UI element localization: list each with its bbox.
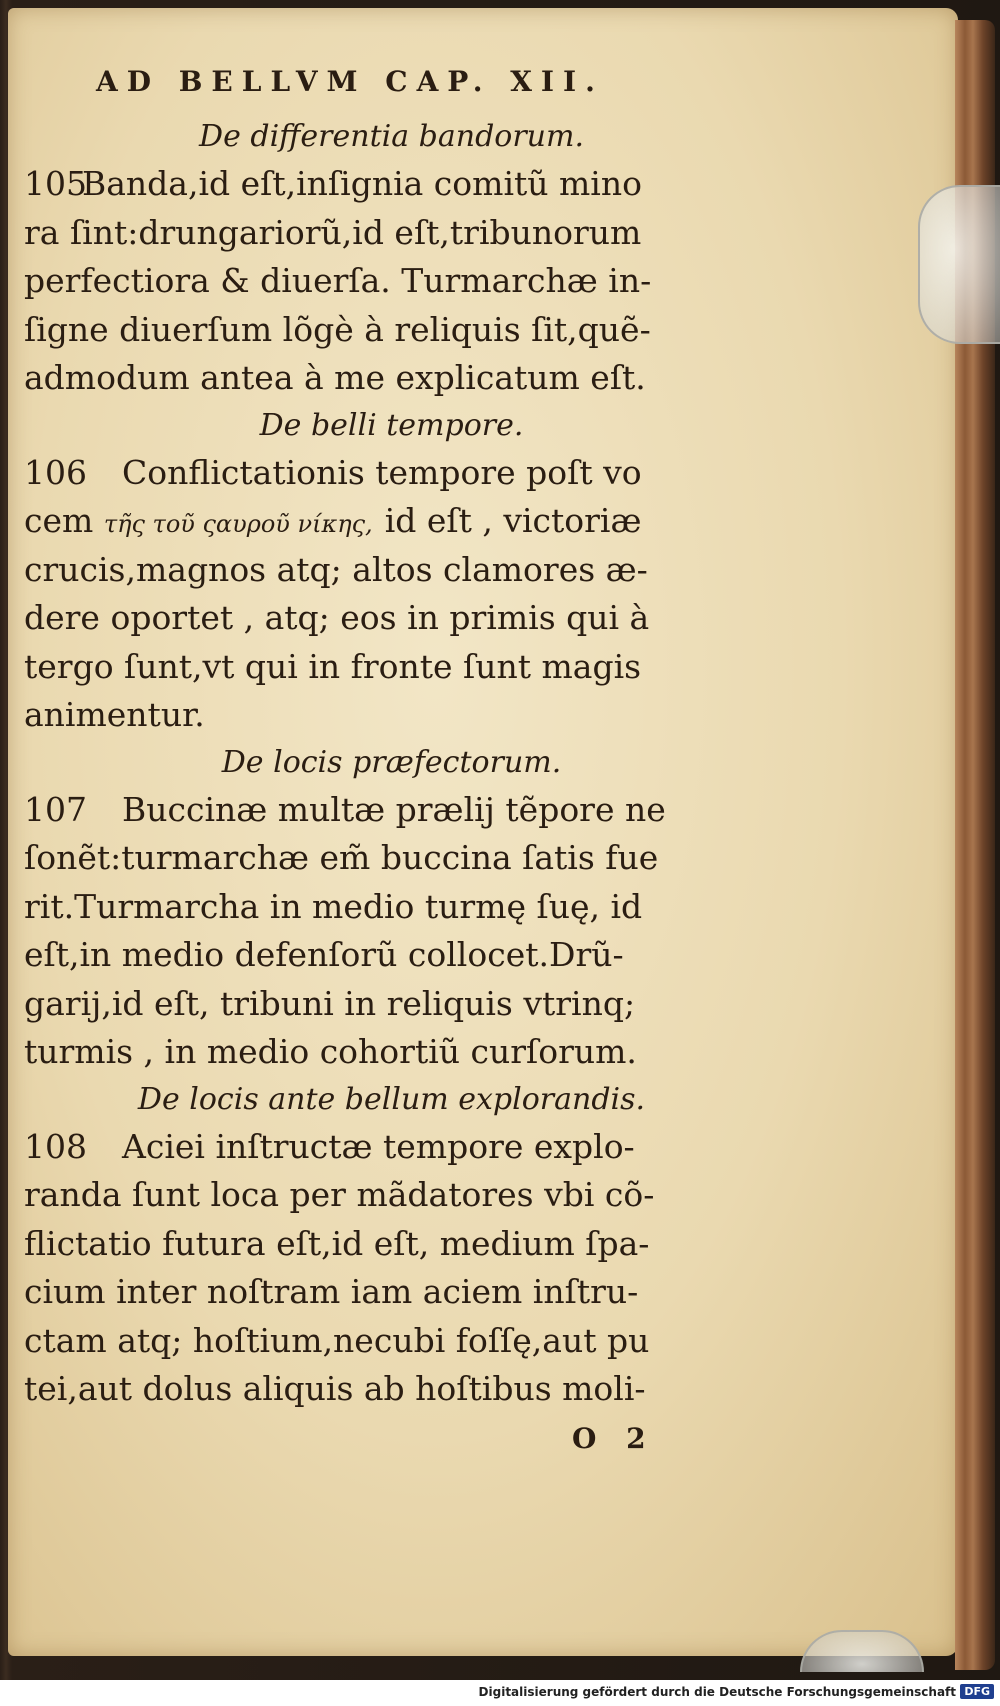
line-text: ctam atq; hoſtium,necubi foſſę,aut pu (24, 1320, 650, 1360)
text-line (24, 1365, 759, 1414)
text-line (24, 1028, 759, 1077)
line-text: tei,aut dolus aliquis ab hoſtibus moli- (24, 1369, 646, 1408)
section-heading: De locis ante bellum explorandis. (137, 1081, 646, 1117)
paragraph-number: 107 (24, 789, 87, 829)
text-line (24, 1317, 759, 1366)
digitization-footer (0, 1680, 1000, 1706)
page-clip-bottom (800, 1630, 924, 1672)
line-text: dere oportet , atq; eos in primis qui à (24, 598, 650, 637)
line-text: randa ſunt loca per mãdatores vbi cõ- (24, 1175, 655, 1214)
line-text: flictatio futura eſt,id eſt, medium ſpa- (24, 1223, 650, 1263)
text-line (24, 980, 759, 1029)
line-text: eſt,in medio defenſorũ collocet.Drũ- (24, 935, 624, 974)
page-clip (918, 185, 1000, 344)
text-line (24, 691, 759, 740)
line-text: perfectiora & diuerſa. Turmarchæ in- (24, 261, 652, 300)
greek-phrase: τῆς τοῦ ςαυροῦ νίκης, (103, 510, 373, 538)
section-heading: De differentia bandorum. (199, 119, 584, 154)
line-text: turmis , in medio cohortiũ curſorum. (24, 1032, 637, 1071)
text-line (24, 449, 759, 498)
line-text: garij,id eſt, tribuni in reliquis vtrinq; (24, 983, 636, 1023)
dfg-logo: DFG (960, 1684, 994, 1699)
text-line (24, 883, 759, 932)
line-text: crucis,magnos atq; altos clamores æ- (24, 549, 648, 589)
line-text: admodum antea à me explicatum eſt. (24, 358, 646, 397)
paragraph-number: 108 (24, 1126, 87, 1166)
text-line (24, 1171, 759, 1220)
line-text: tergo ſunt,vt qui in fronte ſunt magis (24, 646, 642, 686)
text-line (24, 306, 759, 355)
section-heading: De locis præfectorum. (221, 744, 562, 780)
line-text: id eſt , victoriæ (384, 501, 642, 540)
text-line (24, 931, 759, 980)
text-line (24, 834, 759, 883)
section-heading: De belli tempore. (259, 407, 524, 443)
text-line (24, 354, 759, 403)
text-line (24, 1268, 759, 1317)
line-text: animentur. (24, 695, 205, 734)
line-text: ſigne diuerſum lõgè à reliquis ſit,quẽ- (24, 309, 651, 349)
line-text: Conflictationis tempore poſt vo (122, 452, 642, 492)
page-text (24, 56, 759, 1464)
line-text: Aciei inſtructæ tempore explo- (122, 1126, 635, 1166)
line-text: Banda,id eſt,inſignia comitũ mino (82, 164, 642, 203)
running-head: AD BELLVM CAP. XII. (96, 65, 604, 98)
signature-mark: O 2 (572, 1421, 656, 1455)
text-line (24, 257, 759, 306)
funding-credit: Digitalisierung gefördert durch die Deutsche Forschungsgemeinschaft (478, 1685, 956, 1699)
paragraph-number: 105 (24, 164, 87, 203)
line-text: cium inter noſtram iam aciem inſtru- (24, 1272, 639, 1311)
line-text: ra ſint:drungariorũ,id eſt,tribunorum (24, 212, 642, 252)
text-line (24, 786, 759, 835)
text-line (24, 643, 759, 692)
paragraph-number: 106 (24, 452, 87, 492)
text-line (24, 546, 759, 595)
text-line (24, 1220, 759, 1269)
text-line (24, 160, 759, 209)
text-line (24, 209, 759, 258)
line-text: Buccinæ multæ prælij tẽpore ne (122, 789, 666, 829)
text-line (24, 594, 759, 643)
text-line (24, 497, 759, 546)
line-text: cem (24, 501, 94, 540)
line-text: rit.Turmarcha in medio turmę ſuę, id (24, 886, 643, 926)
line-text: ſonẽt:turmarchæ em̃ buccina ſatis fue (24, 838, 659, 877)
text-line (24, 1123, 759, 1172)
